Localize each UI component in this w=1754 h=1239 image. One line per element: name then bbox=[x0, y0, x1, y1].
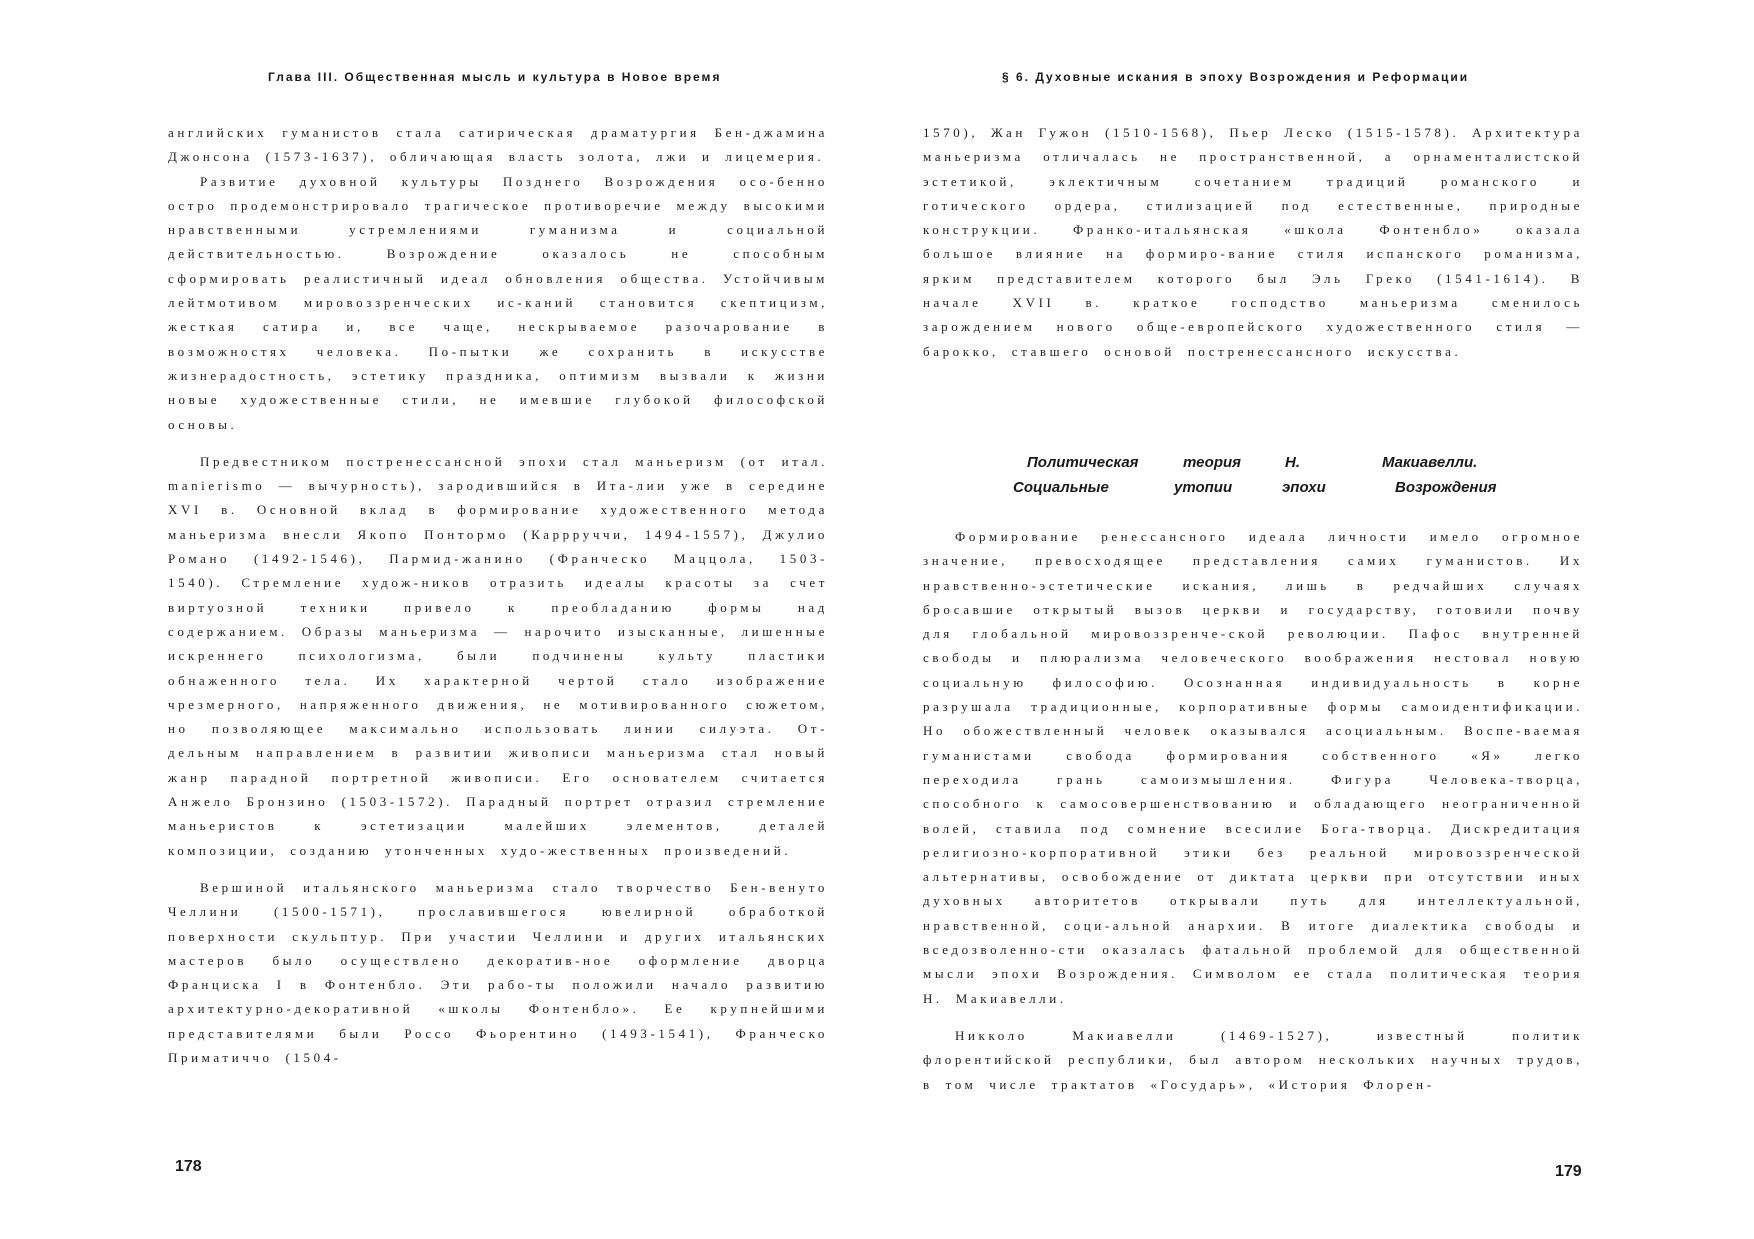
running-head-right: § 6. Духовные искания в эпоху Возрождения и Реформации bbox=[1002, 70, 1470, 84]
paragraph: Развитие духовной культуры Позднего Возрождения осо-бенно остро продемонстрировало трагическое противоречие между высокими нравственными устремлениями гуманизма и социальной действительностью. Возрождение оказалось не способным сформировать реалистичный идеал обновления общества. Устойчивым лейтмотивом мировоззренческих ис-каний становится скептицизм, жесткая сатира и, все чаще, нескрываемое разочарование в возможностях человека. По-пытки же сохранить в искусстве жизнерадостность, эстетику праздника, оптимизм вызвали к жизни новые художественные стили, не имевшие глубокой философской основы. bbox=[168, 173, 828, 432]
body-text-right-bottom bbox=[923, 525, 1583, 1097]
body-text-left bbox=[168, 121, 828, 1070]
heading-word: Макиавелли. bbox=[1382, 454, 1478, 471]
paragraph: Предвестником постренессансной эпохи стал маньеризм (от итал. manierismo — вычурность), зародившийся в Ита-лии уже в середине XVI в. Основной вклад в формирование художественного метода маньеризма внесли Якопо Понтормо (Каррруччи, 1494-1557), Джулио Романо (1492-1546), Пармид-жанино (Франческо Маццола, 1503-1540). Стремление худож-ников отразить идеалы красоты за счет виртуозной техники привело к преобладанию формы над содержанием. Образы маньеризма — нарочито изысканные, лишенные искреннего психологизма, были подчинены культу пластики обнаженного тела. Их характерной чертой стало изображение чрезмерного, напряженного движения, не мотивированного сюжетом, но позволяющее максимально использовать линии силуэта. От-дельным направлением в развитии живописи маньеризма стал новый жанр парадной портретной живописи. Его основателем считается Анжело Бронзино (1503-1572). Парадный портрет отразил стремление маньеристов к эстетизации малейших элементов, деталей композиции, созданию утонченных худо-жественных произведений. bbox=[168, 453, 828, 858]
section-heading-line-2 bbox=[877, 475, 1754, 500]
paragraph: английских гуманистов стала сатирическая драматургия Бен-джамина Джонсона (1573-1637), обличающая власть золота, лжи и лицемерия. bbox=[168, 125, 828, 165]
paragraph: Никколо Макиавелли (1469-1527), известный политик флорентийской республики, был автором нескольких научных трудов, в том числе трактатов «Государь», «История Флорен- bbox=[923, 1027, 1583, 1092]
paragraph: 1570), Жан Гужон (1510-1568), Пьер Леско (1515-1578). Архитектура маньеризма отличалась не пространственной, а орнаменталистской эстетикой, эклектичным сочетанием традиций романского и готического ордера, стилизацией под естественные, природные конструкции. Франко-итальянская «школа Фонтенбло» оказала большое влияние на формиро-вание стиля испанского романизма, ярким представителем которого был Эль Греко (1541-1614). В начале XVII в. краткое господство маньеризма сменилось зарождением нового обще-европейского художественного стиля — барокко, ставшего основой постренессансного искусства. bbox=[923, 125, 1583, 359]
right-page bbox=[877, 0, 1754, 1239]
page-number-right: 179 bbox=[1555, 1163, 1582, 1180]
running-head-left: Глава III. Общественная мысль и культура в Новое время bbox=[268, 70, 722, 84]
heading-word: теория bbox=[1183, 454, 1241, 471]
heading-word: Н. bbox=[1285, 454, 1300, 471]
section-heading bbox=[877, 450, 1754, 500]
heading-word: Политическая bbox=[1027, 454, 1139, 471]
heading-word: Возрождения bbox=[1395, 479, 1497, 496]
heading-word: утопии bbox=[1174, 479, 1233, 496]
body-text-right-top bbox=[923, 121, 1583, 364]
section-heading-line-1 bbox=[877, 450, 1754, 475]
paragraph: Формирование ренессансного идеала личности имело огромное значение, превосходящее представления самих гуманистов. Их нравственно-эстетические искания, лишь в редчайших случаях бросавшие открытый вызов церкви и государству, готовили почву для глобальной мировоззренче-ской революции. Пафос внутренней свободы и плюрализма человеческого воображения нестовал новую социальную философию. Осознанная индивидуальность в корне разрушала традиционные, корпоративные формы самоидентификации. Но обожествленный человек оказывался асоциальным. Воспе-ваемая гуманистами свобода формирования собственного «Я» легко переходила грань самоизмышления. Фигура Человека-творца, способного к самосовершенствованию и обладающего неограниченной волей, ставила под сомнение всесилие Бога-творца. Дискредитация религиозно-корпоративной этики без реальной мировоззренческой альтернативы, освобождение от диктата церкви при отсутствии иных духовных авторитетов открывали путь для интеллектуальной, нравственной, соци-альной анархии. В итоге диалектика свободы и вседозволенно-сти оказалась фатальной проблемой для общественной мысли эпохи Возрождения. Символом ее стала политическая теория Н. Макиавелли. bbox=[923, 529, 1583, 1006]
page-number-left: 178 bbox=[175, 1158, 202, 1175]
paragraph: Вершиной итальянского маньеризма стало творчество Бен-венуто Челлини (1500-1571), прославившегося ювелирной обработкой поверхности скульптур. При участии Челлини и других итальянских мастеров было осуществлено декоратив-ное оформление дворца Франциска I в Фонтенбло. Эти рабо-ты положили начало развитию архитектурно-декоративной «школы Фонтенбло». Ее крупнейшими представителями были Россо Фьорентино (1493-1541), Франческо Приматиччо (1504- bbox=[168, 879, 828, 1065]
heading-word: эпохи bbox=[1282, 479, 1326, 496]
heading-word: Социальные bbox=[1013, 479, 1109, 496]
